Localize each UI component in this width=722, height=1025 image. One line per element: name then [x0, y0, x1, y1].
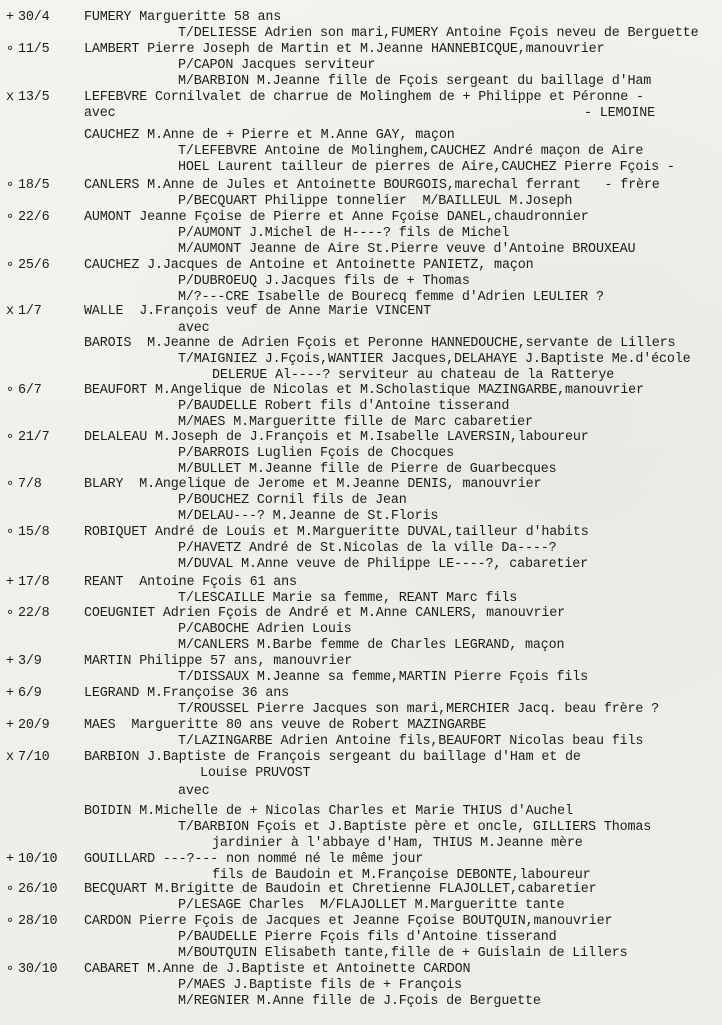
entry-main: AUMONT Jeanne Fçoise de Pierre et Anne Fçoise DANEL,chaudronnier — [84, 210, 589, 225]
entry-godfather: P/DUBROEUQ J.Jacques fils de + Thomas — [178, 274, 470, 289]
entry-main: GOUILLARD ---?--- non nommé né le même jour — [84, 852, 424, 867]
entry-main: REANT Antoine Fçois 61 ans — [84, 575, 297, 590]
entry-godfather: P/CAPON Jacques serviteur — [178, 58, 376, 73]
entry-date: 10/10 — [18, 852, 58, 867]
entry-symbol: ∘ — [6, 383, 14, 398]
entry-date: 30/10 — [18, 962, 58, 977]
entry-main: BEAUFORT M.Angelique de Nicolas et M.Scholastique MAZINGARBE,manouvrier — [84, 383, 644, 398]
entry-main: BECQUART M.Brigitte de Baudoin et Chretienne FLAJOLLET,cabaretier — [84, 882, 597, 897]
entry-main: MAES Margueritte 80 ans veuve de Robert MAZINGARBE — [84, 718, 487, 733]
entry-godfather: P/BOUCHEZ Cornil fils de Jean — [178, 493, 407, 508]
entry-date: 13/5 — [18, 90, 50, 105]
entry-witness: T/LEFEBVRE Antoine de Molinghem,CAUCHEZ André maçon de Aire — [178, 144, 644, 159]
entry-witness: T/LAZINGARBE Adrien Antoine fils,BEAUFORT Nicolas beau fils — [178, 734, 644, 749]
entry-symbol: x — [6, 90, 14, 105]
entry-main: CAUCHEZ M.Anne de + Pierre et M.Anne GAY, maçon — [84, 128, 455, 143]
entry-main: COEUGNIET Adrien Fçois de André et M.Anne CANLERS, manouvrier — [84, 606, 566, 621]
entry-date: 15/8 — [18, 525, 50, 540]
entry-main: BAROIS M.Jeanne de Adrien Fçois et Peronne HANNEDOUCHE,servante de Lillers — [84, 336, 676, 351]
entry-godmother: M/CANLERS M.Barbe femme de Charles LEGRAND, maçon — [178, 638, 565, 653]
entry-symbol: ∘ — [6, 962, 14, 977]
entry-date: 25/6 — [18, 258, 50, 273]
entry-continuation: - LEMOINE — [584, 106, 655, 121]
entry-godmother: M/BARBION M.Jeanne fille de Fçois sergeant du baillage d'Ham — [178, 74, 652, 89]
entry-date: 17/8 — [18, 575, 50, 590]
entry-date: 22/8 — [18, 606, 50, 621]
entry-date: 1/7 — [18, 304, 42, 319]
entry-main: BARBION J.Baptiste de François sergeant du baillage d'Ham et de — [84, 750, 581, 765]
entry-godmother: M/DUVAL M.Anne veuve de Philippe LE----?, cabaretier — [178, 557, 589, 572]
entry-symbol: ∘ — [6, 258, 14, 273]
entry-date: 7/8 — [18, 477, 42, 492]
entry-main: LEFEBVRE Cornilvalet de charrue de Molinghem de + Philippe et Péronne - — [84, 90, 644, 105]
entry-date: 22/6 — [18, 210, 50, 225]
entry-godmother: M/DELAU---? M.Jeanne de St.Floris — [178, 509, 439, 524]
entry-main: CAUCHEZ J.Jacques de Antoine et Antoinette PANIETZ, maçon — [84, 258, 534, 273]
entry-main: LAMBERT Pierre Joseph de Martin et M.Jeanne HANNEBICQUE,manouvrier — [84, 42, 605, 57]
entry-parents: fils de Baudoin et M.Françoise DEBONTE,laboureur — [212, 868, 591, 883]
entry-godmother: M/REGNIER M.Anne fille de J.Fçois de Berguette — [178, 994, 541, 1009]
entry-godfather: P/BARROIS Luglien Fçois de Chocques — [178, 446, 454, 461]
entry-symbol: x — [6, 750, 14, 765]
entry-symbol: + — [6, 575, 14, 590]
entry-witness: T/ROUSSEL Pierre Jacques son mari,MERCHIER Jacq. beau frère ? — [178, 702, 660, 717]
entry-symbol: ∘ — [6, 210, 14, 225]
entry-witness: jardinier à l'abbaye d'Ham, THIUS M.Jeanne mère — [212, 836, 583, 851]
entry-godparents: P/BECQUART Philippe tonnelier M/BAILLEUL M.Joseph — [178, 194, 573, 209]
entry-date: 11/5 — [18, 42, 50, 57]
entry-godfather: P/BAUDELLE Robert fils d'Antoine tisserand — [178, 399, 510, 414]
entry-main: LEGRAND M.Françoise 36 ans — [84, 686, 290, 701]
entry-symbol: + — [6, 654, 14, 669]
entry-main: CABARET M.Anne de J.Baptiste et Antoinette CARDON — [84, 962, 471, 977]
entry-main: WALLE J.François veuf de Anne Marie VINCENT — [84, 304, 431, 319]
entry-symbol: ∘ — [6, 178, 14, 193]
entry-witness: T/BARBION Fçois et J.Baptiste père et oncle, GILLIERS Thomas — [178, 820, 652, 835]
entry-avec: avec — [178, 321, 210, 336]
entry-date: 21/7 — [18, 430, 50, 445]
entry-avec: avec — [84, 106, 116, 121]
entry-godmother: M/BULLET M.Jeanne fille de Pierre de Guarbecques — [178, 462, 557, 477]
entry-symbol: ∘ — [6, 882, 14, 897]
entry-date: 28/10 — [18, 914, 58, 929]
entry-main: CANLERS M.Anne de Jules et Antoinette BOURGOIS,marechal ferrant - frère — [84, 178, 660, 193]
entry-godfather: P/AUMONT J.Michel de H----? fils de Michel — [178, 226, 510, 241]
entry-witness: T/DELIESSE Adrien son mari,FUMERY Antoine Fçois neveu de Berguette — [178, 26, 699, 41]
entry-main: MARTIN Philippe 57 ans, manouvrier — [84, 654, 353, 669]
entry-symbol: ∘ — [6, 430, 14, 445]
entry-godfather: P/CABOCHE Adrien Louis — [178, 622, 352, 637]
entry-main: DELALEAU M.Joseph de J.François et M.Isabelle LAVERSIN,laboureur — [84, 430, 589, 445]
entry-godmother: M/MAES M.Margueritte fille de Marc cabaretier — [178, 415, 533, 430]
entry-godfather: P/BAUDELLE Pierre Fçois fils d'Antoine tisserand — [178, 930, 557, 945]
entry-symbol: + — [6, 718, 14, 733]
entry-date: 30/4 — [18, 10, 50, 25]
entry-continuation: Louise PRUVOST — [200, 766, 311, 781]
entry-date: 26/10 — [18, 882, 58, 897]
entry-main: FUMERY Margueritte 58 ans — [84, 10, 282, 25]
entry-godmother: M/?---CRE Isabelle de Bourecq femme d'Adrien LEULIER ? — [178, 290, 604, 305]
entry-date: 6/7 — [18, 383, 42, 398]
entry-symbol: ∘ — [6, 914, 14, 929]
entry-symbol: + — [6, 686, 14, 701]
entry-symbol: + — [6, 852, 14, 867]
entry-symbol: + — [6, 10, 14, 25]
entry-main: CARDON Pierre Fçois de Jacques et Jeanne Fçoise BOUTQUIN,manouvrier — [84, 914, 613, 929]
entry-date: 18/5 — [18, 178, 50, 193]
entry-main: BLARY M.Angelique de Jerome et M.Jeanne DENIS, manouvrier — [84, 477, 542, 492]
entry-symbol: ∘ — [6, 525, 14, 540]
entry-main: ROBIQUET André de Louis et M.Margueritte DUVAL,tailleur d'habits — [84, 525, 589, 540]
entry-godmother: M/BOUTQUIN Elisabeth tante,fille de + Guislain de Lillers — [178, 946, 628, 961]
entry-avec: avec — [178, 784, 210, 799]
entry-symbol: x — [6, 304, 14, 319]
entry-witness: T/MAIGNIEZ J.Fçois,WANTIER Jacques,DELAHAYE J.Baptiste Me.d'école — [178, 352, 691, 367]
entry-date: 20/9 — [18, 718, 50, 733]
entry-symbol: ∘ — [6, 42, 14, 57]
entry-witness: T/LESCAILLE Marie sa femme, REANT Marc fils — [178, 591, 518, 606]
entry-date: 3/9 — [18, 654, 42, 669]
entry-symbol: ∘ — [6, 606, 14, 621]
entry-symbol: ∘ — [6, 477, 14, 492]
entry-witness: T/DISSAUX M.Jeanne sa femme,MARTIN Pierre Fçois fils — [178, 670, 589, 685]
entry-godparents: P/LESAGE Charles M/FLAJOLLET M.Margueritte tante — [178, 898, 565, 913]
entry-godfather: P/HAVETZ André de St.Nicolas de la ville Da----? — [178, 541, 557, 556]
entry-witness: DELERUE Al----? serviteur au chateau de la Ratterye — [212, 368, 615, 383]
entry-godfather: P/MAES J.Baptiste fils de + François — [178, 978, 462, 993]
entry-main: BOIDIN M.Michelle de + Nicolas Charles et Marie THIUS d'Auchel — [84, 804, 573, 819]
entry-date: 7/10 — [18, 750, 50, 765]
entry-date: 6/9 — [18, 686, 42, 701]
entry-witness: HOEL Laurent tailleur de pierres de Aire,CAUCHEZ Pierre Fçois - — [178, 160, 675, 175]
entry-godmother: M/AUMONT Jeanne de Aire St.Pierre veuve d'Antoine BROUXEAU — [178, 242, 636, 257]
